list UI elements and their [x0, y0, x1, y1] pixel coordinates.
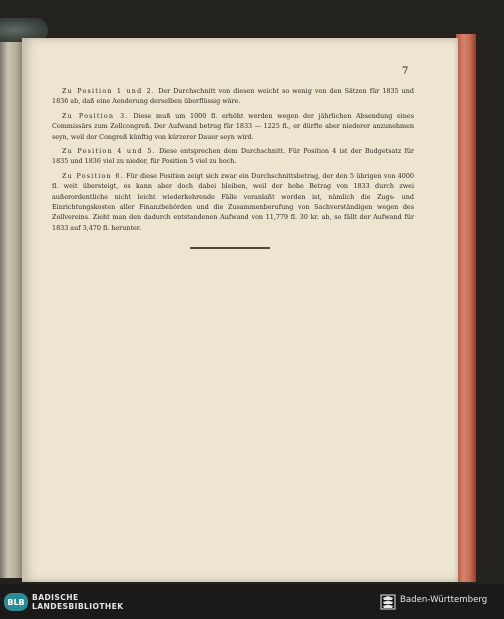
bw-crest-icon[interactable]: [380, 594, 396, 610]
library-name[interactable]: [32, 593, 124, 611]
paragraph-1: [52, 86, 414, 107]
page-body-text: [52, 86, 414, 237]
paragraph-1-lead: Zu Position 1 und 2.: [62, 87, 156, 95]
right-cover-edge: [456, 34, 476, 582]
paragraph-3-lead: Zu Position 4 und 5.: [62, 147, 156, 156]
state-name[interactable]: Baden-Württemberg: [400, 595, 488, 605]
paragraph-2: [52, 111, 414, 142]
footer-bar: [0, 584, 504, 619]
section-divider: [190, 247, 270, 249]
paragraph-1-text: Der Durchschnitt von diesen weicht so wenig von den Sätzen für 1835 und 1836 ab, daß eine Aenderung derselben überflüssig wäre.: [52, 87, 414, 106]
paragraph-4-lead: Zu Position 6.: [62, 171, 124, 180]
paragraph-3-text: Diese entsprechen dem Durchschnitt. Für Position 4 ist der Budgetsatz für 1835 und 1836 viel zu nieder, für Position 5 viel zu hoch.: [52, 147, 414, 166]
paragraph-4-text: Für diese Position zeigt sich zwar ein Durchschnittsbetrag, der den 5 übrigen von 4000 fl. weit übersteigt, es kann aber doch dabei bleiben, weil der hohe Betrag von 1833 durch zwei außerordentliche nicht leicht wiederkehrende Fälle veranlaßt worden ist, nämlich die Zugs- und Einrichtungskosten aller Finanzbehörden und die Zusammenberufung von Sachverständigen wegen des Zollvereins. Zieht man den dadurch entstandenen Aufwand von 11,779 fl. 30 kr. ab, so fällt der Aufwand für 1833 auf 3,470 fl. herunter.: [52, 171, 414, 232]
blb-logo-icon[interactable]: BLB: [4, 593, 28, 611]
paragraph-2-lead: Zu Position 3.: [62, 111, 129, 120]
left-book-edge: [0, 30, 22, 578]
library-name-line2: LANDESBIBLIOTHEK: [32, 602, 124, 611]
paragraph-2-text: Diese muß um 1000 fl. erhöht werden wegen der jährlichen Absendung eines Commissärs zum Zollcongreß. Der Aufwand betrug für 1833 — 1225 fl., er dürfte aber niederer anzunehmen seyn, weil der Congreß künftig von kürzerer Dauer seyn wird.: [52, 111, 414, 141]
paragraph-3: [52, 146, 414, 167]
paragraph-4: [52, 171, 414, 233]
page-number: 7: [402, 66, 409, 77]
library-name-line1: BADISCHE: [32, 593, 79, 602]
